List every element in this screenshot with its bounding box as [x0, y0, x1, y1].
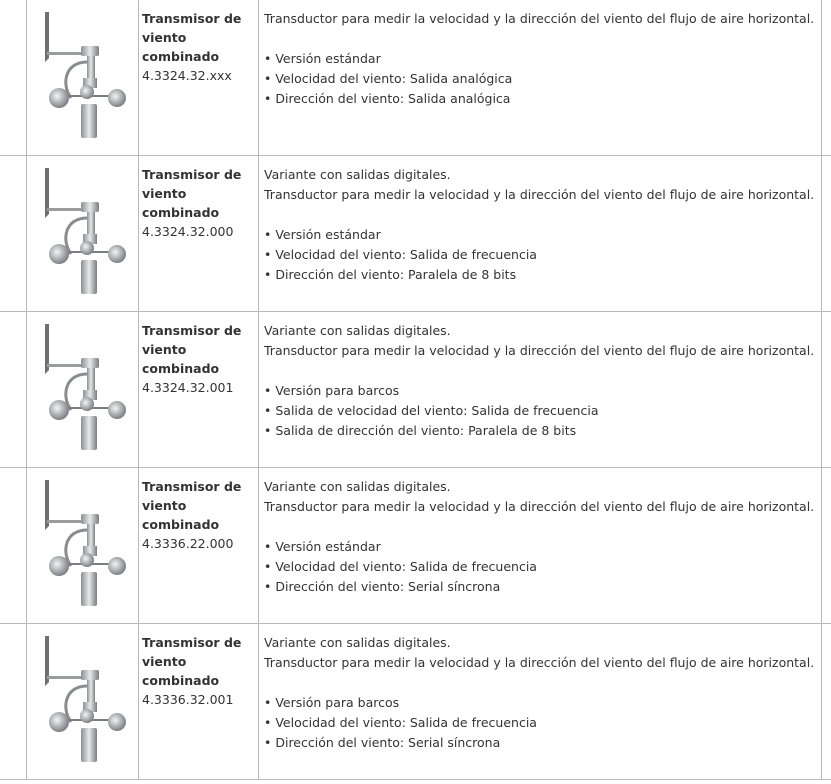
product-image-cell [26, 156, 139, 311]
product-name-cell [138, 468, 259, 623]
product-name-cell [138, 0, 259, 155]
feature-bullet: • Versión estándar [264, 227, 381, 242]
lead-text: Transductor para medir la velocidad y la dirección del viento del flujo de aire horizontal. [264, 11, 815, 26]
lead-text: Transductor para medir la velocidad y la dirección del viento del flujo de aire horizontal. [264, 499, 815, 514]
product-name-cell [138, 156, 259, 311]
table-edge-cell [822, 0, 831, 155]
product-description-cell [259, 312, 822, 467]
wind-transmitter-icon [37, 324, 127, 456]
feature-bullet: • Dirección del viento: Serial síncrona [264, 579, 501, 594]
feature-bullet: • Salida de dirección del viento: Paralela de 8 bits [264, 423, 577, 438]
feature-bullet: • Velocidad del viento: Salida analógica [264, 71, 513, 86]
feature-bullet: • Velocidad del viento: Salida de frecuencia [264, 247, 537, 262]
product-code: 4.3324.32.001 [142, 380, 234, 395]
product-image-cell [26, 624, 139, 779]
feature-bullet: • Versión para barcos [264, 383, 400, 398]
product-name: Transmisor de viento combinado [142, 11, 242, 64]
wind-transmitter-icon [37, 168, 127, 300]
paragraph-gap [264, 29, 820, 49]
table-row [0, 156, 831, 312]
feature-bullet: • Salida de velocidad del viento: Salida de frecuencia [264, 403, 599, 418]
product-name-cell [138, 624, 259, 779]
paragraph-gap [264, 517, 820, 537]
table-edge-cell [822, 468, 831, 623]
product-image-cell [26, 0, 139, 155]
wind-transmitter-icon [37, 480, 127, 612]
feature-bullet: • Velocidad del viento: Salida de frecuencia [264, 559, 537, 574]
intro-text: Variante con salidas digitales. [264, 167, 451, 182]
product-name-cell [138, 312, 259, 467]
product-description-cell [259, 624, 822, 779]
table-row [0, 468, 831, 624]
product-description [264, 321, 820, 441]
wind-transmitter-icon [37, 636, 127, 768]
product-code: 4.3336.32.001 [142, 692, 234, 707]
intro-text: Variante con salidas digitales. [264, 479, 451, 494]
feature-bullet: • Velocidad del viento: Salida de frecuencia [264, 715, 537, 730]
feature-bullet: • Dirección del viento: Salida analógica [264, 91, 511, 106]
table-row [0, 624, 831, 780]
lead-text: Transductor para medir la velocidad y la dirección del viento del flujo de aire horizontal. [264, 187, 815, 202]
feature-bullet: • Dirección del viento: Serial síncrona [264, 735, 501, 750]
table-row [0, 0, 831, 156]
paragraph-gap [264, 205, 820, 225]
product-code: 4.3324.32.xxx [142, 68, 232, 83]
table-edge-cell [822, 312, 831, 467]
feature-bullet: • Dirección del viento: Paralela de 8 bits [264, 267, 517, 282]
product-description-cell [259, 0, 822, 155]
paragraph-gap [264, 673, 820, 693]
product-name: Transmisor de viento combinado [142, 167, 242, 220]
product-name: Transmisor de viento combinado [142, 479, 242, 532]
table-row [0, 312, 831, 468]
feature-bullet: • Versión estándar [264, 51, 381, 66]
feature-bullet: • Versión estándar [264, 539, 381, 554]
product-image-cell [26, 468, 139, 623]
product-description-cell [259, 468, 822, 623]
product-name: Transmisor de viento combinado [142, 323, 242, 376]
product-code: 4.3324.32.000 [142, 224, 234, 239]
lead-text: Transductor para medir la velocidad y la dirección del viento del flujo de aire horizontal. [264, 343, 815, 358]
intro-text: Variante con salidas digitales. [264, 323, 451, 338]
feature-bullet: • Versión para barcos [264, 695, 400, 710]
product-description [264, 633, 820, 753]
lead-text: Transductor para medir la velocidad y la dirección del viento del flujo de aire horizontal. [264, 655, 815, 670]
product-description [264, 9, 820, 109]
wind-transmitter-icon [37, 12, 127, 144]
table-edge-cell [822, 624, 831, 779]
product-description-cell [259, 156, 822, 311]
paragraph-gap [264, 361, 820, 381]
product-image-cell [26, 312, 139, 467]
product-description [264, 165, 820, 285]
intro-text: Variante con salidas digitales. [264, 635, 451, 650]
table-edge-cell [822, 156, 831, 311]
product-name: Transmisor de viento combinado [142, 635, 242, 688]
product-code: 4.3336.22.000 [142, 536, 234, 551]
product-description [264, 477, 820, 597]
